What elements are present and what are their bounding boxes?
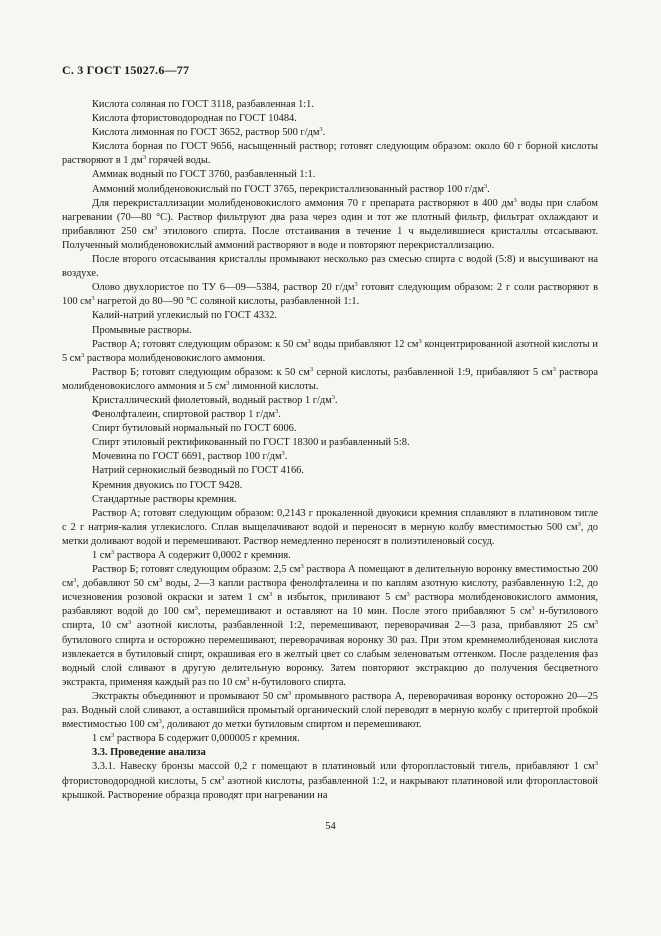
paragraph: Кремния двуокись по ГОСТ 9428. <box>92 479 243 491</box>
paragraph: Калий-натрий углекислый по ГОСТ 4332. <box>92 310 278 322</box>
paragraph: Кислота фтористоводородная по ГОСТ 10484. <box>92 113 297 125</box>
paragraph: После второго отсасывания кристаллы промывают несколько раз смесью спирта с водой (5:8) и высушивают на воздухе. <box>62 254 598 280</box>
paragraph: Мочевина по ГОСТ 6691, раствор 100 $г/дм^3$. <box>92 450 288 463</box>
paragraph: Раствор А; готовят следующим образом: к 50 $см^3$ воды прибавляют 12 $см^3$ концентрированной азотной кислоты и 5 $см^3$ раствора молибденовокислого аммония. <box>62 337 598 364</box>
page-header: С. 3 ГОСТ 15027.6—77 <box>62 63 190 77</box>
paragraph: Раствор Б; готовят следующим образом: к 50 $см^3$ серной кислоты, разбавленной 1:9, прибавляют 5 $см^3$ раствора молибденовокислого аммония и 5 $см^3$ лимонной кислоты. <box>62 365 598 392</box>
paragraph: Раствор А; готовят следующим образом: 0,2143 г прокаленной двуокиси кремния сплавляют в платиновом тигле с 2 г натрия-калия углекислого. Сплав выщелачивают водой и переносят в мерную колбу вместимостью 500 $см^3$, до метки доливают водой и перемешивают. Раствор немедленно переносят в полиэтиленовый сосуд. <box>62 507 598 547</box>
paragraph: Аммиак водный по ГОСТ 3760, разбавленный 1:1. <box>92 169 316 181</box>
page-number: 54 <box>325 821 336 832</box>
paragraph: Фенолфталеин, спиртовой раствор 1 $г/дм^3$. <box>92 408 281 421</box>
paragraph: Промывные растворы. <box>92 324 192 336</box>
paragraph: Кислота соляная по ГОСТ 3118, разбавленная 1:1. <box>92 99 314 110</box>
section-heading: 3.3. Проведение анализа <box>92 747 206 759</box>
paragraph: Кислота лимонная по ГОСТ 3652, раствор 500 $г/дм^3$. <box>92 126 326 139</box>
paragraph: Раствор Б; готовят следующим образом: 2,5 $см^3$ раствора А помещают в делительную воронку вместимостью 200 $см^3$, добавляют 50 $см^3$ воды, 2—3 капли раствора фенолфталеина и по каплям азотную кислоту, разбавленную 1:2, до исчезновения розовой окраски и затем 1 $см^3$ в избыток, приливают 5 $см^3$ раствора молибденовокислого аммония, разбавляют водой до 100 $см^3$, перемешивают и оставляют на 10 мин. После этого прибавляют 5 $см^3$ н-бутилового спирта, 10 $см^3$ азотной кислоты, разбавленной 1:2, перемешивают, переворачивая 2—3 раза, прибавляют 25 $см^3$ бутилового спирта и осторожно перемешивают, переворачивая воронку 30 раз. При этом кремнемолибденовая кислота извлекается в бутиловый спирт, окрашивая его в желтый цвет со слабым зеленоватым оттенком. После разделения фаз водный слой сливают в другую делительную воронку. Затем повторяют экстракцию до получения бесцветного экстракта, применяя каждый раз по 10 $см^3$ н-бутилового спирта. <box>62 563 599 688</box>
paragraph: Кристаллический фиолетовый, водный раствор 1 $г/дм^3$. <box>92 393 338 406</box>
paragraph: Экстракты объединяют и промывают 50 $см^3$ промывного раствора А, переворачивая воронку осторожно 20—25 раз. Водный слой сливают, а оставшийся промытый органический слой переводят в мерную колбу с притертой пробкой вместимостью 100 $см^3$, доливают до метки бутиловым спиртом и перемешивают. <box>62 689 598 731</box>
paragraph: 1 $см^3$ раствора А содержит 0,0002 г кремния. <box>92 549 291 561</box>
paragraph: Олово двухлористое по ТУ 6—09—5384, раствор 20 $г/дм^3$ готовят следующим образом: 2 г соли растворяют в 100 $см^3$ нагретой до 80—90 °С соляной кислоты, разбавленной 1:1. <box>62 281 598 308</box>
paragraph: Спирт этиловый ректификованный по ГОСТ 18300 и разбавленный 5:8. <box>92 437 410 449</box>
document-body <box>62 98 598 803</box>
paragraph: Аммоний молибденовокислый по ГОСТ 3765, перекристаллизованный раствор 100 $г/дм^3$. <box>92 182 490 195</box>
paragraph: Спирт бутиловый нормальный по ГОСТ 6006. <box>92 423 297 435</box>
paragraph: Для перекристаллизации молибденовокислого аммония 70 г препарата растворяют в 400 $дм^3$ воды при слабом нагревании (70—80 °С). Раствор фильтруют два раза через один и тот же плотный фильтр, фильтрат охлаждают и прибавляют 250 $см^3$ этилового спирта. После отстаивания в течение 1 ч выделившиеся кристаллы отсасывают. Полученный молибденовокислый аммоний растворяют в воде и повторяют перекристаллизацию. <box>62 196 598 251</box>
paragraph: 1 $см^3$ раствора Б содержит 0,000005 г кремния. <box>92 732 300 745</box>
paragraph: Стандартные растворы кремния. <box>92 493 237 505</box>
paragraph: 3.3.1. Навеску бронзы массой 0,2 г помещают в платиновый или фторопластовый тигель, прибавляют 1 $см^3$ фтористоводородной кислоты, 5 $см^3$ азотной кислоты, разбавленной 1:2, и накрывают платиновой или фторопластовой крышкой. Растворение образца проводят при нагревании на <box>62 760 598 801</box>
paragraph: Кислота борная по ГОСТ 9656, насыщенный раствор; готовят следующим образом: около 60 г борной кислоты растворяют в 1 $дм^3$ горячей воды. <box>62 141 598 167</box>
paragraph: Натрий сернокислый безводный по ГОСТ 4166. <box>92 465 304 477</box>
